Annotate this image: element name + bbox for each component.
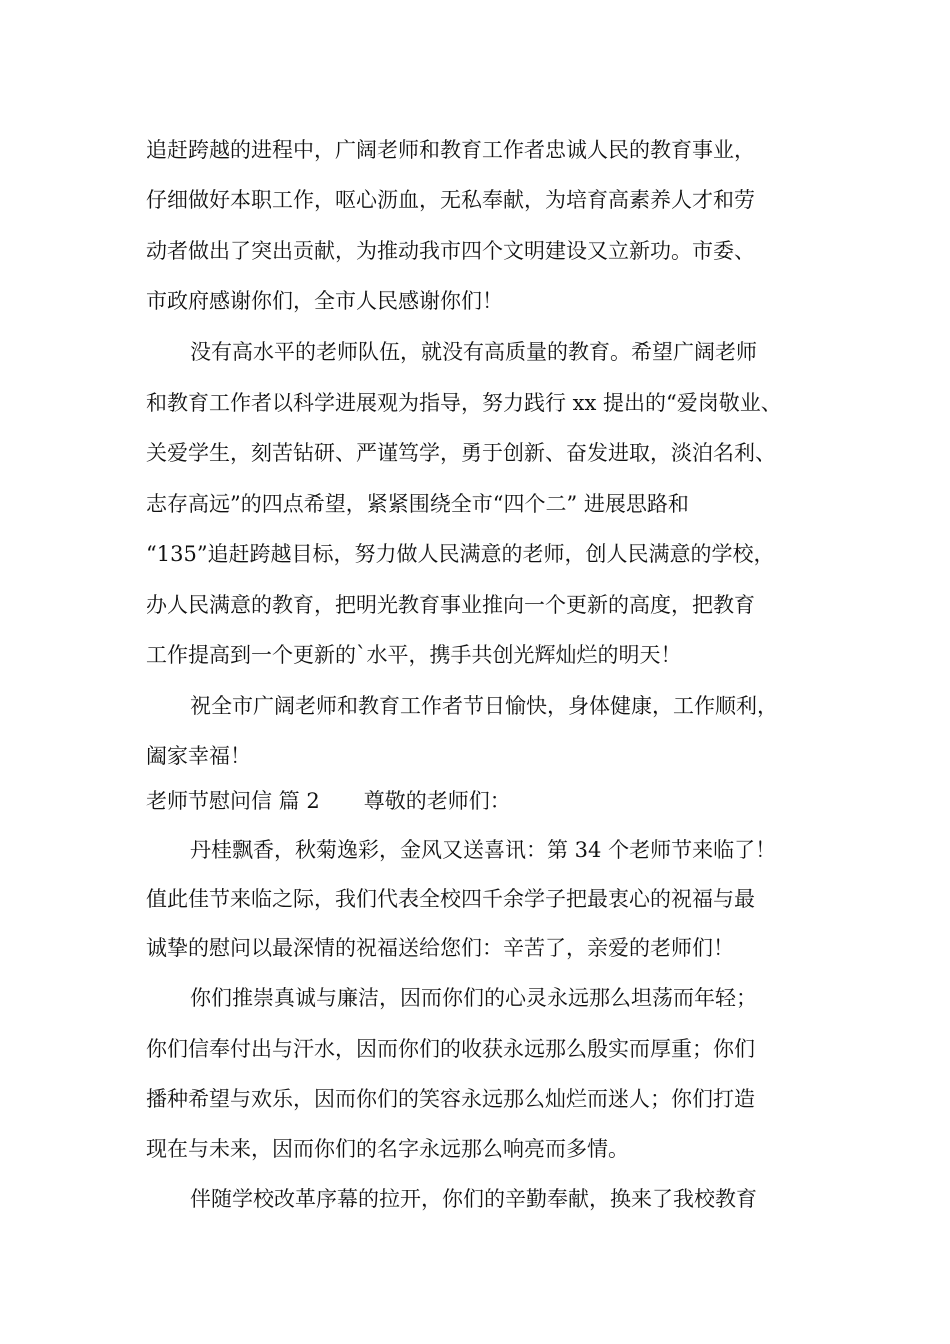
paragraph-2-line-7: 工作提高到一个更新的`水平，携手共创光辉灿烂的明天！ (146, 643, 682, 667)
paragraph-4-line-2: 值此佳节来临之际，我们代表全校四千余学子把最衷心的祝福与最 (146, 887, 755, 911)
paragraph-5-line-2: 你们信奉付出与汗水，因而你们的收获永远那么殷实而厚重；你们 (146, 1037, 755, 1061)
paragraph-5-line-4: 现在与未来，因而你们的名字永远那么响亮而多情。 (146, 1137, 629, 1161)
paragraph-6-line-1: 伴随学校改革序幕的拉开，你们的辛勤奉献，换来了我校教育 (190, 1187, 757, 1211)
paragraph-3-line-1: 祝全市广阔老师和教育工作者节日愉快，身体健康，工作顺利， (190, 694, 778, 718)
paragraph-2-line-4: 志存高远”的四点希望，紧紧围绕全市“四个二” 进展思路和 (146, 492, 689, 516)
paragraph-4-line-1: 丹桂飘香，秋菊逸彩，金风又送喜讯：第 34 个老师节来临了！ (190, 838, 777, 862)
paragraph-2-line-3: 关爱学生，刻苦钻研、严谨笃学，勇于创新、奋发进取，淡泊名利、 (146, 441, 776, 465)
paragraph-1-line-1: 追赶跨越的进程中，广阔老师和教育工作者忠诚人民的教育事业， (146, 138, 755, 162)
paragraph-4-line-3: 诚挚的慰问以最深情的祝福送给您们：辛苦了，亲爱的老师们！ (146, 936, 734, 960)
section-heading (146, 786, 846, 816)
paragraph-1-line-2: 仔细做好本职工作，呕心沥血，无私奉献，为培育高素养人才和劳 (146, 188, 755, 212)
section-title: 老师节慰问信 篇 2 (146, 789, 320, 813)
paragraph-2-line-1: 没有高水平的老师队伍，就没有高质量的教育。希望广阔老师 (190, 340, 757, 364)
paragraph-2-line-2: 和教育工作者以科学进展观为指导，努力践行 xx 提出的“爱岗敬业、 (146, 391, 782, 415)
greeting: 尊敬的老师们： (363, 789, 511, 813)
paragraph-5-line-3: 播种希望与欢乐，因而你们的笑容永远那么灿烂而迷人；你们打造 (146, 1087, 755, 1111)
paragraph-2-line-6: 办人民满意的教育，把明光教育事业推向一个更新的高度，把教育 (146, 593, 755, 617)
paragraph-3-line-2: 阖家幸福！ (146, 744, 251, 768)
paragraph-1-line-3: 动者做出了突出贡献，为推动我市四个文明建设又立新功。市委、 (146, 239, 755, 263)
paragraph-2-line-5: “135”追赶跨越目标，努力做人民满意的老师，创人民满意的学校， (146, 542, 775, 566)
paragraph-1-line-4: 市政府感谢你们，全市人民感谢你们！ (146, 289, 503, 313)
paragraph-5-line-1: 你们推崇真诚与廉洁，因而你们的心灵永远那么坦荡而年轻； (190, 986, 757, 1010)
